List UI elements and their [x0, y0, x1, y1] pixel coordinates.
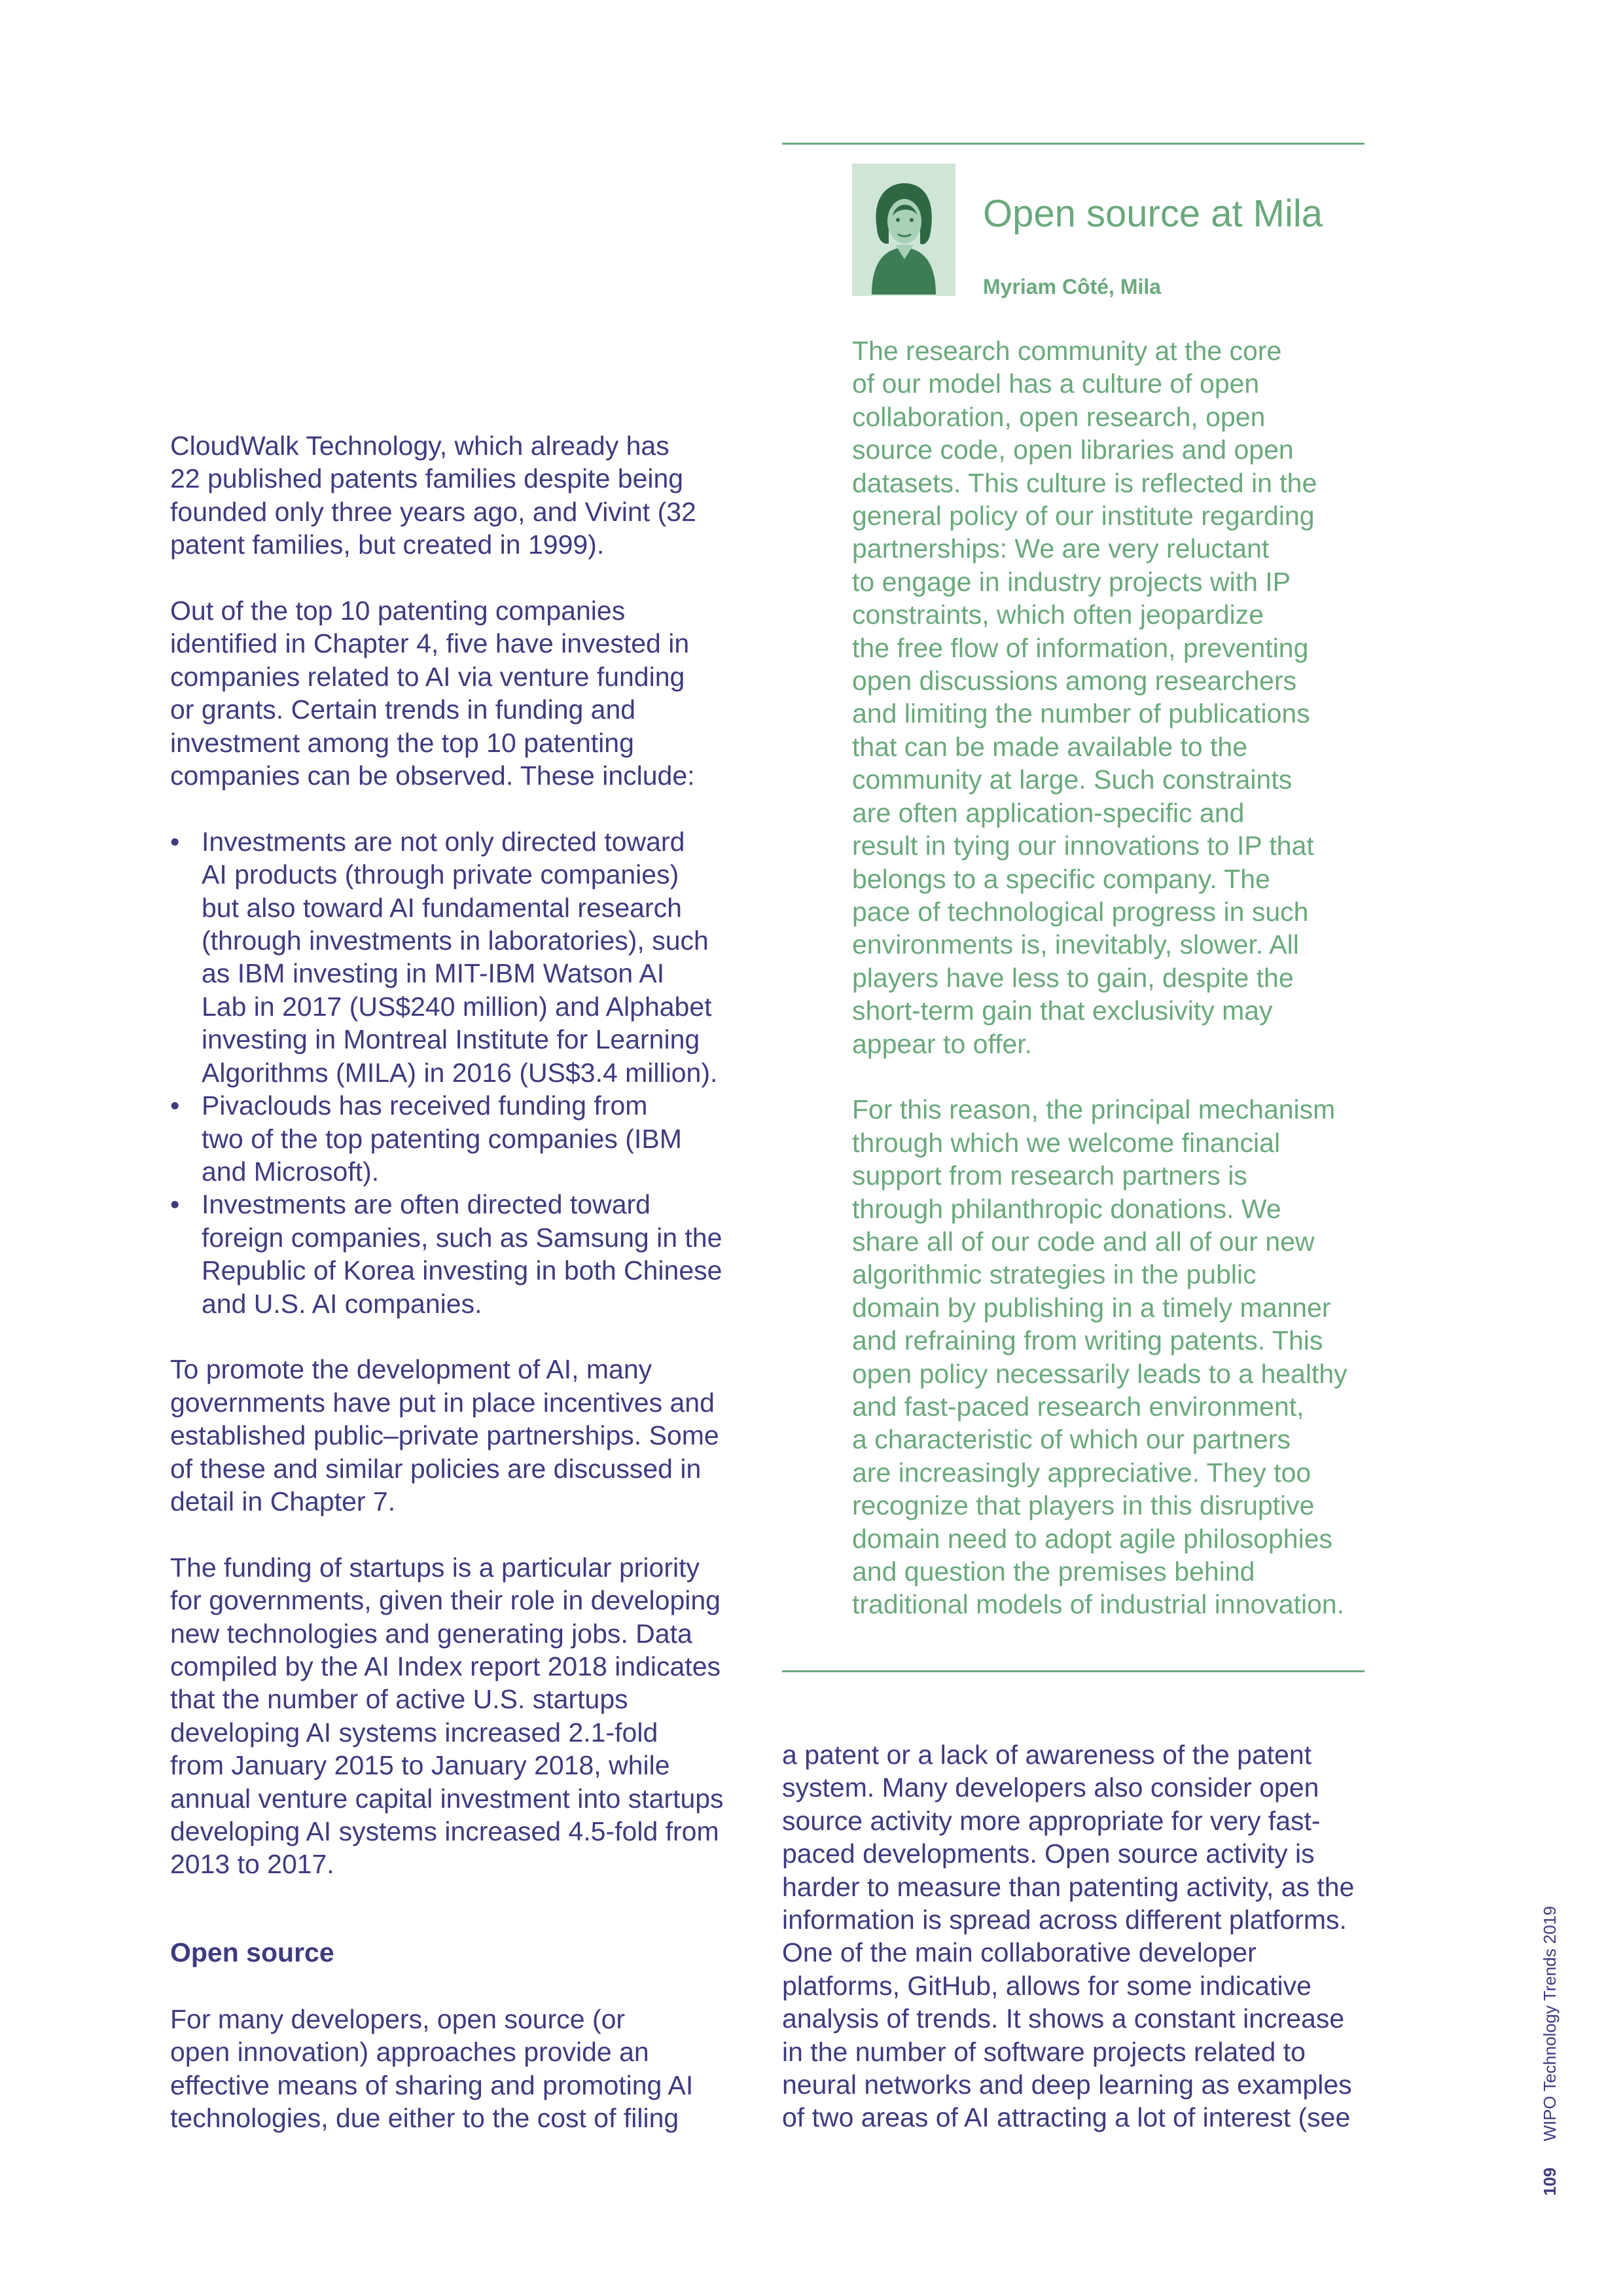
list-item: • Pivaclouds has received funding from two of the top patenting companies (IBM and Microsoft). — [170, 1089, 753, 1188]
paragraph-top-10-companies: Out of the top 10 patenting companies identified in Chapter 4, five have invested in companies related to AI via venture funding or grants. Certain trends in funding and investment among the top 10 patenting companies can be observed. These include: — [170, 596, 695, 791]
portrait-image — [852, 164, 955, 296]
box-title: Open source at Mila — [983, 192, 1323, 235]
paragraph-open-source: For many developers, open source (or open innovation) approaches provide an effective means of sharing and promoting AI technologies, due either to the cost of filing — [170, 2004, 694, 2134]
paragraph-open-source-continued: a patent or a lack of awareness of the patent system. Many developers also consider open source activity more appropriate for very fast- paced developments. Open source activity is harder to measure than patenting activity, as the information is spread across different platforms. One of the main collaborative developer platforms, GitHub, allows for some indicative analysis of trends. It shows a constant increase in the number of software projects related to neural networks and deep learning as examples of two areas of AI attracting a lot of interest (see — [782, 1740, 1355, 2133]
box-body — [852, 334, 1376, 1654]
paragraph-government-incentives: To promote the development of AI, many governments have put in place incentives and established public–private partnerships. Some of these and similar policies are discussed in detail in Chapter 7. — [170, 1354, 719, 1516]
paragraph-startup-funding: The funding of startups is a particular priority for governments, given their role in developing new technologies and generating jobs. Data compiled by the AI Index report 2018 indicates that the number of active U.S. startups developing AI systems increased 2.1-fold from January 2015 to January 2018, while annual venture capital investment into startups developing AI systems increased 4.5-fold from 2013 to 2017. — [170, 1552, 724, 1880]
left-column — [170, 429, 753, 1914]
investment-trends-list — [170, 825, 753, 1320]
list-item: • Investments are often directed toward foreign companies, such as Samsung in the Republic of Korea investing in both Chinese and U.S. AI companies. — [170, 1188, 753, 1320]
box-top-rule — [782, 143, 1364, 145]
list-item: • Investments are not only directed toward AI products (through private companies) but also toward AI fundamental research (through investments in laboratories), such as IBM investing in MIT-IBM Watson AI Lab in 2017 (US$240 million) and Alphabet investing in Montreal Institute for Learning Algorithms (MILA) in 2016 (US$3.4 million). — [170, 825, 753, 1089]
box-bottom-rule — [782, 1670, 1364, 1672]
paragraph-cloudwalk: CloudWalk Technology, which already has 22 published patents families despite being founded only three years ago, and Vivint (32 patent families, but created in 1999). — [170, 431, 696, 560]
box-author: Myriam Côté, Mila — [983, 275, 1162, 298]
open-source-intro — [170, 2003, 753, 2135]
box-paragraph-funding: For this reason, the principal mechanism through which we welcome financial support from research partners is through philanthropic donations. We share all of our code and all of our new algorithmic strategies in the public domain by publishing in a timely manner and refraining from writing patents. This open policy necessarily leads to a healthy and fast-paced research environment, a characteristic of which our partners are increasingly appreciative. They too recognize that players in this disruptive domain need to adopt agile philosophies and question the premises behind traditional models of industrial innovation. — [852, 1094, 1347, 1620]
publication-title: WIPO Technology Trends 2019 — [1540, 1906, 1560, 2142]
right-column — [782, 1738, 1371, 2134]
author-photo — [852, 164, 955, 296]
box-paragraph-culture: The research community at the core of our model has a culture of open collaboration, open research, open source code, open libraries and open datasets. This culture is reflected in the general policy of our institute regarding partnerships: We are very reluctant to engage in industry projects with IP constraints, which often jeopardize the free flow of information, preventing open discussions among researchers and limiting the number of publications that can be made available to the community at large. Such constraints are often application-specific and result in tying our innovations to IP that belongs to a specific company. The pace of technological progress in such environments is, inevitably, slower. All players have less to gain, despite the short-term gain that exclusivity may appear to offer. — [852, 336, 1317, 1059]
section-heading-open-source: Open source — [170, 1937, 334, 1967]
page-number: 109 — [1540, 2167, 1560, 2196]
